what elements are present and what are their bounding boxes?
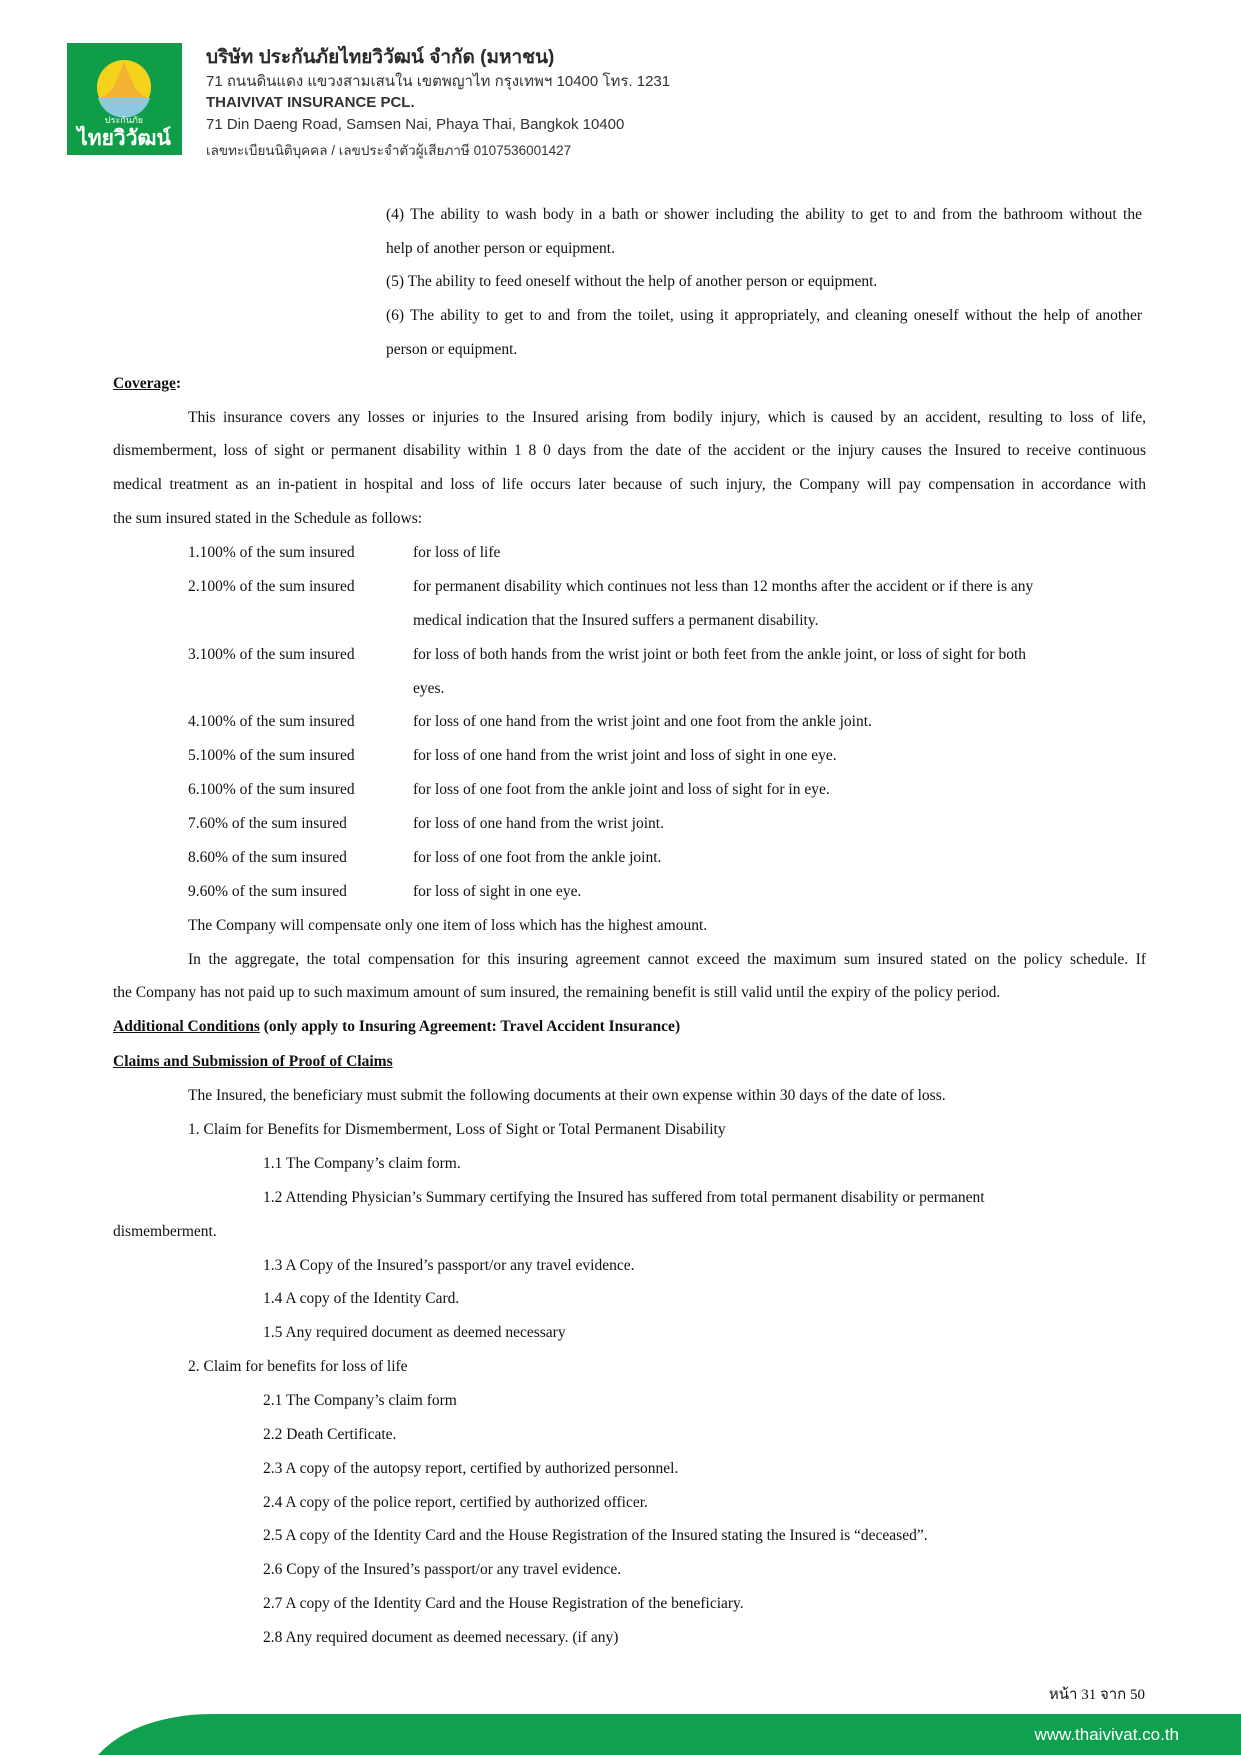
additional-conditions-suffix: (only apply to Insuring Agreement: Travel Accident Insurance) bbox=[259, 1018, 681, 1035]
claim1-title: 1. Claim for Benefits for Dismemberment, Loss of Sight or Total Permanent Disability bbox=[188, 1121, 726, 1138]
claim2-item-2-7: 2.7 A copy of the Identity Card and the House Registration of the beneficiary. bbox=[263, 1595, 744, 1612]
schedule-desc-4: for loss of one hand from the wrist joint and one foot from the ankle joint. bbox=[413, 713, 872, 730]
claim2-item-2-5: 2.5 A copy of the Identity Card and the House Registration of the Insured stating the Insured is “deceased”. bbox=[263, 1527, 928, 1544]
coverage-heading-colon: : bbox=[175, 375, 182, 392]
schedule-desc-8: for loss of one foot from the ankle joint. bbox=[413, 849, 662, 866]
schedule-pct-3: 3.100% of the sum insured bbox=[188, 646, 355, 663]
footer-website-link[interactable]: www.thaivivat.co.th bbox=[1034, 1725, 1179, 1744]
logo-large-text: ไทยวิวัฒน์ bbox=[77, 127, 171, 150]
company-name-thai: บริษัท ประกันภัยไทยวิวัฒน์ จำกัด (มหาชน) bbox=[206, 47, 555, 68]
adl-item-4-line2: help of another person or equipment. bbox=[386, 240, 615, 257]
adl-item-6-line1: (6) The ability to get to and from the toilet, using it appropriately, and cleaning oneself without the help of another bbox=[386, 307, 1142, 324]
additional-conditions-title: Additional Conditions bbox=[113, 1018, 260, 1035]
claim2-item-2-6: 2.6 Copy of the Insured’s passport/or any travel evidence. bbox=[263, 1561, 622, 1578]
coverage-para-line4: the sum insured stated in the Schedule as follows: bbox=[113, 510, 423, 527]
claim1-item-1-3: 1.3 A Copy of the Insured’s passport/or any travel evidence. bbox=[263, 1257, 635, 1274]
coverage-para-line2: dismemberment, loss of sight or permanent disability within 1 8 0 days from the date of the accident or the injury causes the Insured to receive continuous bbox=[113, 442, 1146, 459]
claims-intro: The Insured, the beneficiary must submit the following documents at their own expense within 30 days of the date of loss. bbox=[188, 1087, 946, 1104]
schedule-desc-9: for loss of sight in one eye. bbox=[413, 883, 582, 900]
company-logo bbox=[67, 43, 182, 155]
company-registration: เลขทะเบียนนิติบุคคล / เลขประจำตัวผู้เสียภาษี 0107536001427 bbox=[206, 143, 572, 158]
claim1-item-1-4: 1.4 A copy of the Identity Card. bbox=[263, 1290, 460, 1307]
schedule-pct-2: 2.100% of the sum insured bbox=[188, 578, 355, 595]
schedule-desc-5: for loss of one hand from the wrist joint and loss of sight in one eye. bbox=[413, 747, 837, 764]
claim2-item-2-2: 2.2 Death Certificate. bbox=[263, 1426, 397, 1443]
claim2-item-2-4: 2.4 A copy of the police report, certified by authorized officer. bbox=[263, 1494, 648, 1511]
schedule-desc-6: for loss of one foot from the ankle joint and loss of sight for in eye. bbox=[413, 781, 830, 798]
coverage-heading-text: Coverage bbox=[113, 375, 176, 392]
claim2-title: 2. Claim for benefits for loss of life bbox=[188, 1358, 408, 1375]
adl-item-4-line1: (4) The ability to wash body in a bath or shower including the ability to get to and from the bathroom without the bbox=[386, 206, 1142, 223]
schedule-pct-4: 4.100% of the sum insured bbox=[188, 713, 355, 730]
schedule-desc-2-line2: medical indication that the Insured suffers a permanent disability. bbox=[413, 612, 819, 629]
claim1-item-1-2: 1.2 Attending Physician’s Summary certifying the Insured has suffered from total permanent disability or permanent bbox=[263, 1189, 985, 1206]
aggregate-para-line1: In the aggregate, the total compensation for this insuring agreement cannot exceed the maximum sum insured stated on the policy schedule. If bbox=[188, 951, 1146, 968]
schedule-desc-2-line1: for permanent disability which continues not less than 12 months after the accident or if there is any bbox=[413, 578, 1034, 595]
schedule-desc-1: for loss of life bbox=[413, 544, 501, 561]
schedule-pct-9: 9.60% of the sum insured bbox=[188, 883, 347, 900]
claim2-item-2-3: 2.3 A copy of the autopsy report, certified by authorized personnel. bbox=[263, 1460, 679, 1477]
one-item-note: The Company will compensate only one item of loss which has the highest amount. bbox=[188, 917, 708, 934]
additional-conditions-heading bbox=[113, 1017, 680, 1037]
logo-emblem-icon bbox=[67, 43, 182, 155]
schedule-pct-7: 7.60% of the sum insured bbox=[188, 815, 347, 832]
schedule-pct-1: 1.100% of the sum insured bbox=[188, 544, 355, 561]
claims-heading: Claims and Submission of Proof of Claims bbox=[113, 1053, 393, 1070]
claim2-item-2-1: 2.1 The Company’s claim form bbox=[263, 1392, 457, 1409]
company-address-english: 71 Din Daeng Road, Samsen Nai, Phaya Thai, Bangkok 10400 bbox=[206, 116, 625, 133]
schedule-pct-6: 6.100% of the sum insured bbox=[188, 781, 355, 798]
schedule-desc-3-line2: eyes. bbox=[413, 680, 445, 697]
adl-item-5: (5) The ability to feed oneself without the help of another person or equipment. bbox=[386, 273, 878, 290]
claim2-item-2-8: 2.8 Any required document as deemed necessary. (if any) bbox=[263, 1629, 619, 1646]
logo-small-text: ประกันภัย bbox=[104, 115, 144, 125]
schedule-pct-8: 8.60% of the sum insured bbox=[188, 849, 347, 866]
claim1-item-1-5: 1.5 Any required document as deemed necessary bbox=[263, 1324, 566, 1341]
coverage-para-line3: medical treatment as an in-patient in hospital and loss of life occurs later because of such injury, the Company will pay compensation in accordance with bbox=[113, 476, 1146, 493]
schedule-desc-3-line1: for loss of both hands from the wrist joint or both feet from the ankle joint, or loss of sight for both bbox=[413, 646, 1027, 663]
aggregate-para-line2: the Company has not paid up to such maximum amount of sum insured, the remaining benefit is still valid until the expiry of the policy period. bbox=[113, 984, 1001, 1001]
coverage-para-line1: This insurance covers any losses or injuries to the Insured arising from bodily injury, which is caused by an accident, resulting to loss of life, bbox=[188, 409, 1146, 426]
adl-item-6-line2: person or equipment. bbox=[386, 341, 518, 358]
schedule-pct-5: 5.100% of the sum insured bbox=[188, 747, 355, 764]
schedule-desc-7: for loss of one hand from the wrist joint. bbox=[413, 815, 664, 832]
company-address-thai: 71 ถนนดินแดง แขวงสามเสนใน เขตพญาไท กรุงเทพฯ 10400 โทร. 1231 bbox=[206, 73, 671, 90]
page-number: หน้า 31 จาก 50 bbox=[1048, 1687, 1145, 1703]
claim1-item-1-1: 1.1 The Company’s claim form. bbox=[263, 1155, 461, 1172]
coverage-heading bbox=[113, 374, 181, 394]
company-name-english: THAIVIVAT INSURANCE PCL. bbox=[206, 94, 415, 111]
claim1-item-1-2-cont: dismemberment. bbox=[113, 1223, 217, 1240]
